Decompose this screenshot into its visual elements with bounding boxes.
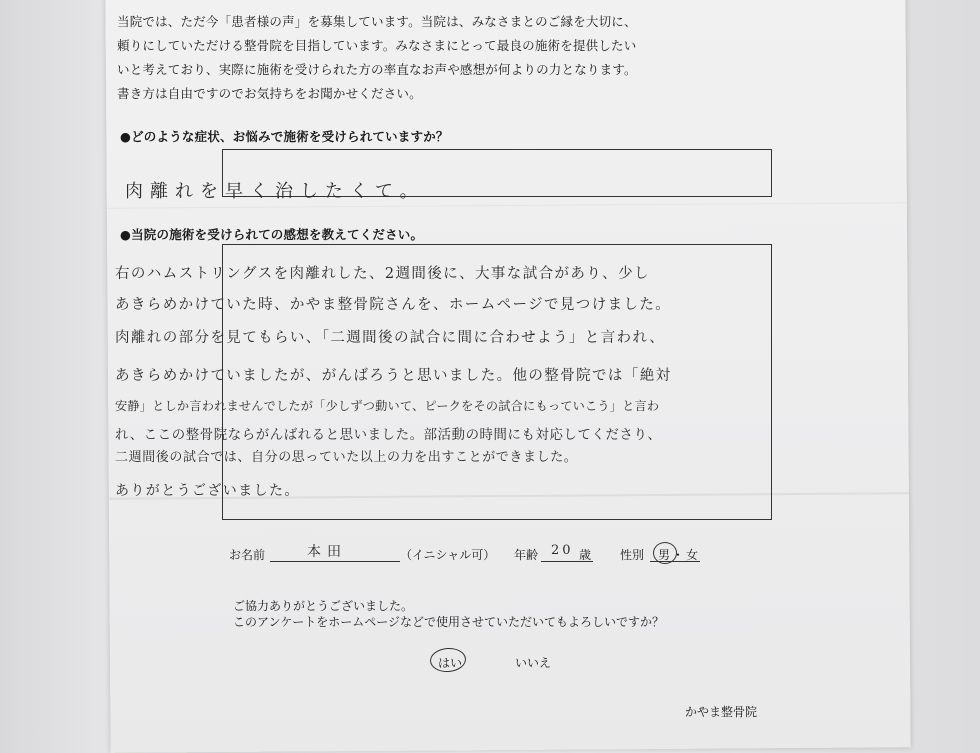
gender-male: 男 (658, 548, 671, 562)
answer-impressions-line-7: 二週間後の試合では、自分の思っていた以上の力を出すことができました。 (115, 450, 578, 465)
intro-line-2: 頼りにしていただける整骨院を目指しています。みなさまにとって最良の施術を提供したい (117, 38, 637, 53)
name-value: 本田 (307, 544, 347, 560)
yes-option: はい (438, 656, 463, 670)
answer-impressions-line-8: ありがとうございました。 (115, 483, 300, 499)
age-unit: 歳 (579, 548, 592, 562)
no-option: いいえ (515, 656, 552, 670)
age-label: 年齢 (514, 548, 539, 562)
gender-female: 女 (686, 548, 699, 562)
gender-male-circle (653, 542, 677, 564)
clinic-name: かやま整骨院 (685, 705, 758, 719)
answer-impressions-line-5: 安静」としか言われませんでしたが「少しずつ動いて、ピークをその試合にもっていこう」と言わ (115, 399, 660, 413)
answer-impressions-line-1: 右のハムストリングスを肉離れした、2週間後に、大事な試合があり、少し (115, 266, 650, 282)
answer-impressions-line-2: あきらめかけていた時、かやま整骨院さんを、ホームページで見つけました。 (115, 297, 672, 313)
thanks-text: ご協力ありがとうございました。 (233, 599, 414, 613)
fold-line-upper (107, 202, 907, 209)
answer-impressions-line-6: れ、ここの整骨院ならがんばれると思いました。部活動の時間にも対応してくださり、 (115, 428, 662, 443)
intro-line-3: いと考えており、実際に施術を受けられた方の率直なお声や感想が何よりの力となります。 (117, 62, 637, 77)
gender-separator: ・ (672, 548, 685, 562)
intro-line-1: 当院では、ただ今「患者様の声」を募集しています。当院は、みなさまとのご縁を大切に、 (117, 14, 637, 29)
answer-impressions-line-3: 肉離れの部分を見てもらい、「二週間後の試合に間に合わせよう」と言われ、 (115, 330, 666, 346)
permission-question: このアンケートをホームページなどで使用させていただいてもよろしいですか？ (233, 615, 665, 629)
name-underline (270, 561, 400, 562)
answer-impressions-line-4: あきらめかけていましたが、がんばろうと思いました。他の整骨院では「絶対 (115, 368, 672, 384)
initial-note: （イニシャル可） (400, 548, 496, 562)
question-impressions: ●当院の施術を受けられての感想を教えてください。 (120, 227, 424, 242)
intro-line-4: 書き方は自由ですのでお気持ちをお聞かせください。 (117, 86, 422, 101)
age-value: 20 (551, 543, 574, 558)
gender-label: 性別 (620, 548, 645, 562)
answer-symptoms: 肉離れを早く治したくて。 (125, 181, 425, 202)
question-symptoms: ●どのような症状、お悩みで施術を受けられていますか？ (120, 129, 449, 144)
name-label: お名前 (229, 548, 266, 562)
